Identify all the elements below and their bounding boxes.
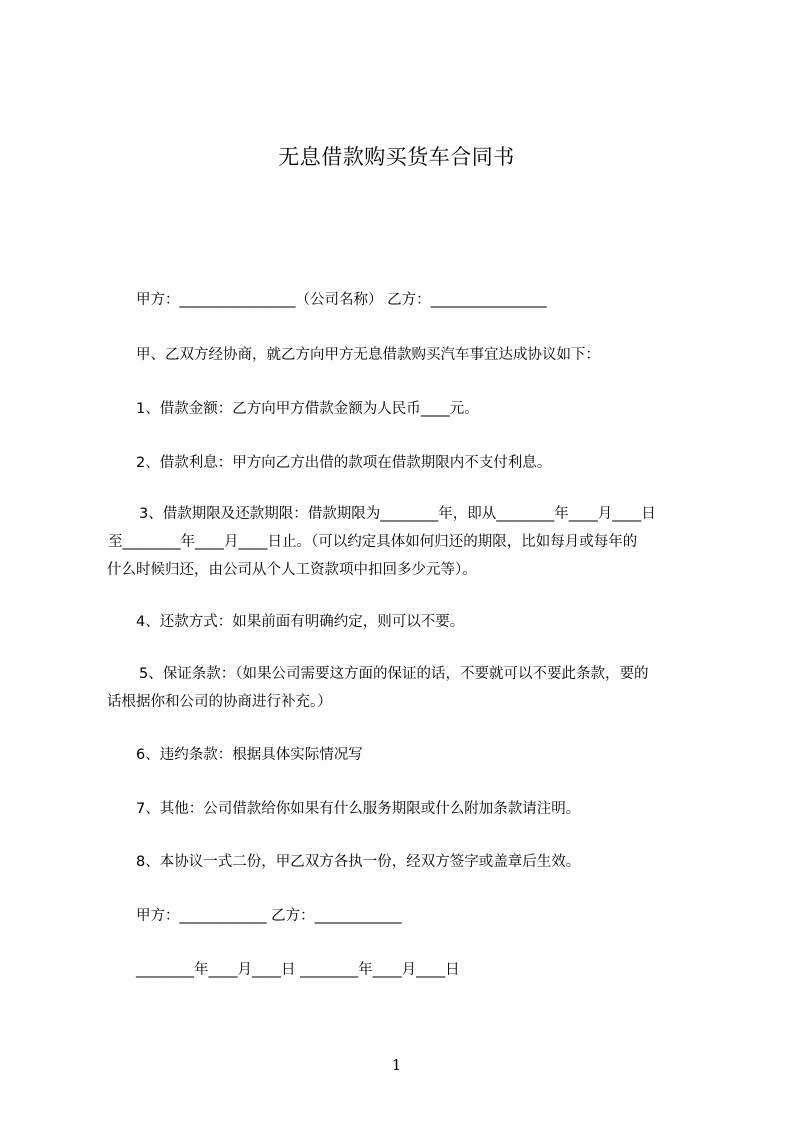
signature-line: 甲方：____________ 乙方：____________: [136, 908, 402, 924]
clause-5-line-2: 话根据你和公司的协商进行补充。）: [107, 694, 332, 710]
clause-5-line-1: 5、保证条款：（如果公司需要这方面的保证的话，不要就可以不要此条款，要的: [139, 666, 649, 682]
parties-line: 甲方：________________（公司名称） 乙方：________________: [136, 292, 547, 308]
clause-4: 4、还款方式：如果前面有明确约定，则可以不要。: [136, 614, 465, 630]
page-number: 1: [391, 1056, 402, 1074]
clause-3-line-2: 至________年____月____日止。（可以约定具体如何归还的期限，比如每月或每年的: [108, 534, 638, 550]
clause-3-line-1: 3、借款期限及还款期限：借款期限为________年，即从________年____月____日: [139, 506, 656, 522]
document-title: 无息借款购买货车合同书: [278, 145, 515, 169]
clause-6: 6、违约条款：根据具体实际情况写: [136, 747, 363, 763]
clause-7: 7、其他：公司借款给你如果有什么服务期限或什么附加条款请注明。: [136, 801, 581, 817]
clause-1: 1、借款金额：乙方向甲方借款金额为人民币____元。: [136, 401, 479, 417]
clause-8: 8、本协议一式二份，甲乙双方各执一份，经双方签字或盖章后生效。: [136, 854, 581, 870]
intro-paragraph: 甲、乙双方经协商，就乙方向甲方无息借款购买汽车事宜达成协议如下：: [136, 347, 600, 363]
clause-2: 2、借款利息：甲方向乙方出借的款项在借款期限内不支付利息。: [136, 455, 552, 471]
clause-3-line-3: 什么时候归还，由公司从个人工资款项中扣回多少元等）。: [107, 562, 477, 578]
date-line: ________年____月____日 ________年____月____日: [136, 962, 460, 978]
